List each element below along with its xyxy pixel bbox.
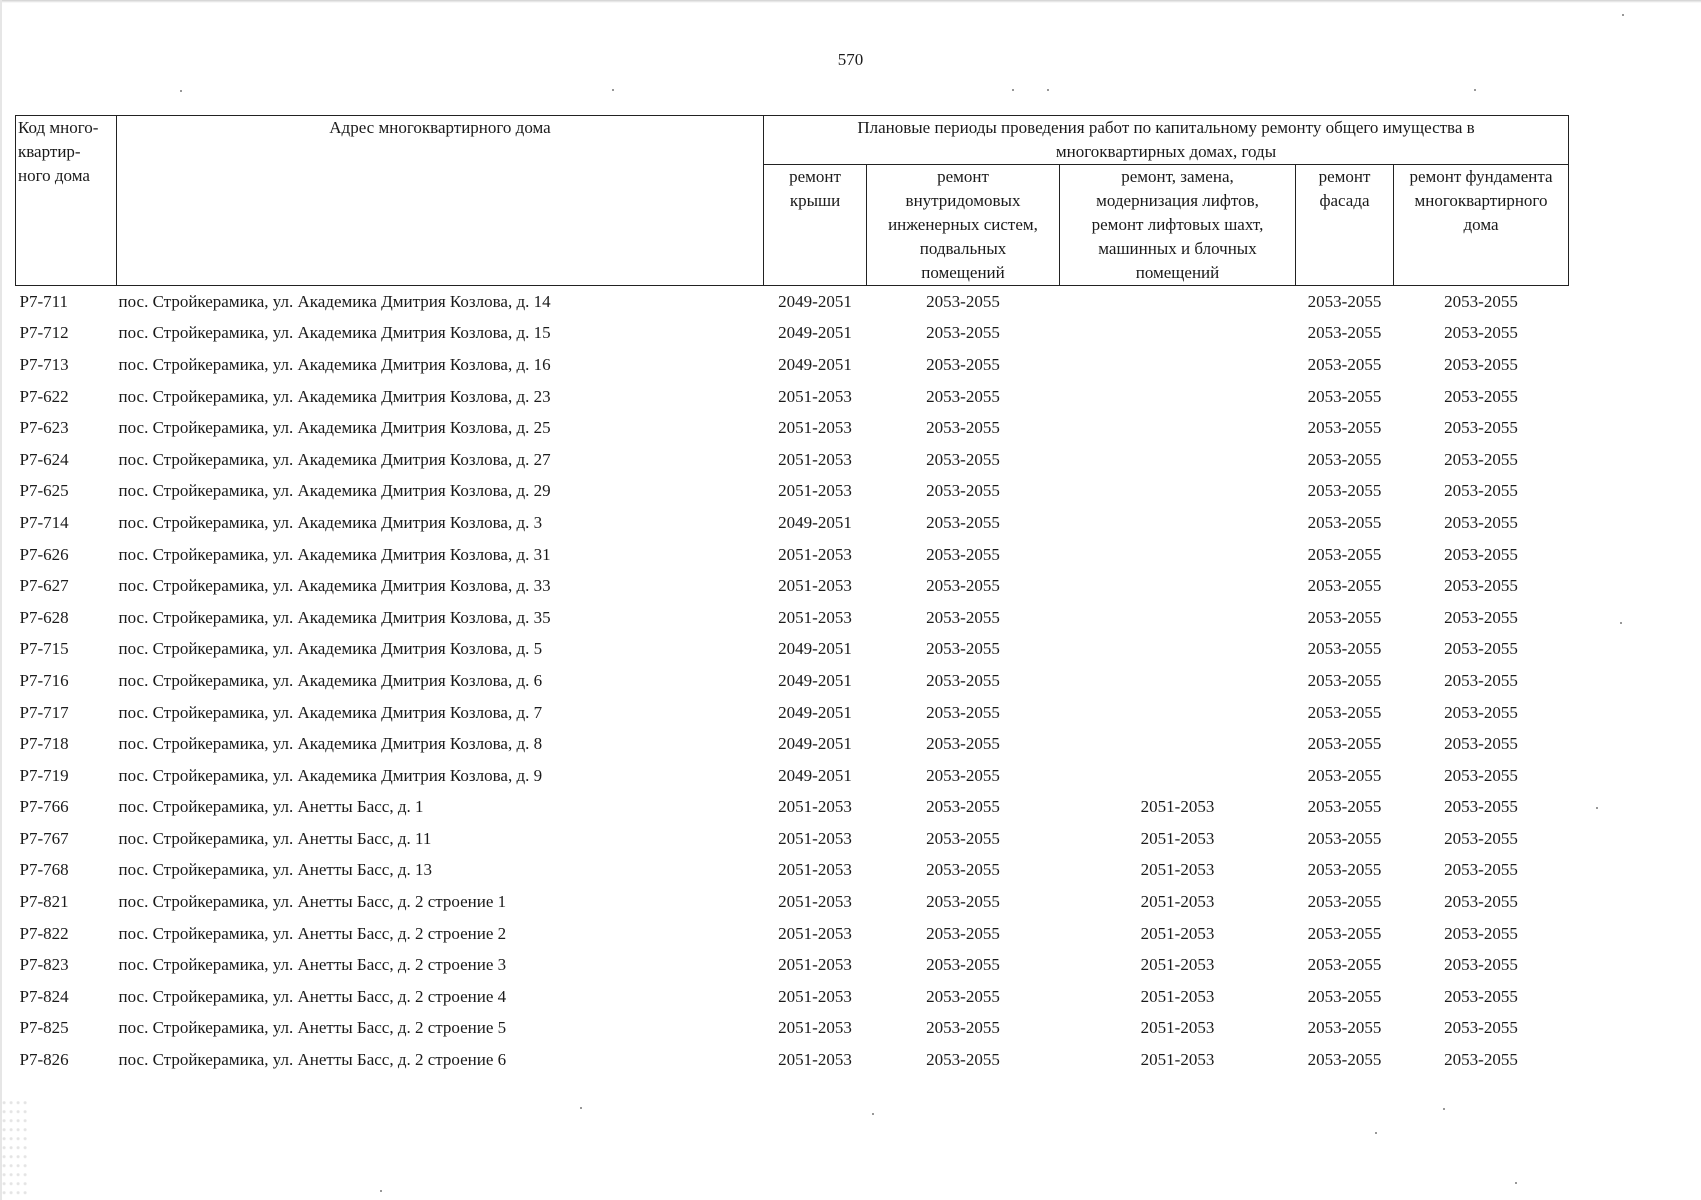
house-code: Р7-627 (19, 576, 69, 596)
house-address: пос. Стройкерамика, ул. Анетты Басс, д. 11 (118, 828, 432, 848)
lift-repair-period: 2051-2053 (1140, 797, 1215, 817)
table-row (16, 949, 1569, 981)
scan-edge (0, 0, 2, 1200)
header-lifts: ремонт, замена, модернизация лифтов, ремонт лифтовых шахт, машинных и блочных помещений (1060, 165, 1296, 286)
systems-repair-period: 2053-2055 (926, 291, 1000, 311)
facade-repair-period: 2053-2055 (1307, 892, 1382, 912)
scan-speck (872, 1113, 874, 1115)
house-address: пос. Стройкерамика, ул. Анетты Басс, д. 13 (118, 860, 432, 880)
foundation-repair-period: 2053-2055 (1444, 923, 1518, 943)
roof-repair-period: 2051-2053 (778, 544, 852, 564)
lift-repair-period (1060, 476, 1296, 508)
foundation-repair-period: 2053-2055 (1444, 986, 1518, 1006)
lift-repair-period (1060, 286, 1296, 318)
systems-repair-period: 2053-2055 (926, 639, 1000, 659)
house-address: пос. Стройкерамика, ул. Анетты Басс, д. 2 строение 3 (118, 955, 507, 975)
roof-repair-period: 2051-2053 (778, 1018, 852, 1038)
roof-repair-period: 2051-2053 (778, 892, 852, 912)
foundation-repair-period: 2053-2055 (1444, 639, 1518, 659)
foundation-repair-period: 2053-2055 (1444, 670, 1518, 690)
systems-repair-period: 2053-2055 (926, 512, 1000, 532)
house-code: Р7-822 (19, 923, 69, 943)
lift-repair-period: 2051-2053 (1140, 860, 1215, 880)
foundation-repair-period: 2053-2055 (1444, 449, 1518, 469)
facade-repair-period: 2053-2055 (1307, 544, 1382, 564)
facade-repair-period: 2053-2055 (1307, 323, 1382, 343)
systems-repair-period: 2053-2055 (926, 576, 1000, 596)
table-row (16, 476, 1569, 508)
house-code: Р7-715 (19, 639, 69, 659)
foundation-repair-period: 2053-2055 (1444, 828, 1518, 848)
roof-repair-period: 2051-2053 (778, 986, 852, 1006)
scan-edge (0, 0, 1701, 3)
systems-repair-period: 2053-2055 (926, 323, 1000, 343)
table-row (16, 792, 1569, 824)
table-row (16, 855, 1569, 887)
lift-repair-period (1060, 318, 1296, 350)
systems-repair-period: 2053-2055 (926, 607, 1000, 627)
lift-repair-period (1060, 602, 1296, 634)
roof-repair-period: 2049-2051 (778, 734, 852, 754)
table-row (16, 665, 1569, 697)
systems-repair-period: 2053-2055 (926, 544, 1000, 564)
table-header (16, 116, 1569, 286)
facade-repair-period: 2053-2055 (1307, 576, 1382, 596)
scan-speck (1375, 1132, 1377, 1134)
roof-repair-period: 2051-2053 (778, 797, 852, 817)
table-row (16, 1013, 1569, 1045)
foundation-repair-period: 2053-2055 (1444, 544, 1518, 564)
facade-repair-period: 2053-2055 (1307, 291, 1382, 311)
scan-speck (1047, 89, 1049, 91)
house-address: пос. Стройкерамика, ул. Академика Дмитрия Козлова, д. 23 (118, 386, 551, 406)
roof-repair-period: 2051-2053 (778, 481, 852, 501)
scan-speck (1515, 1182, 1517, 1184)
roof-repair-period: 2049-2051 (778, 512, 852, 532)
facade-repair-period: 2053-2055 (1307, 670, 1382, 690)
roof-repair-period: 2051-2053 (778, 923, 852, 943)
systems-repair-period: 2053-2055 (926, 354, 1000, 374)
lift-repair-period (1060, 412, 1296, 444)
lift-repair-period (1060, 634, 1296, 666)
systems-repair-period: 2053-2055 (926, 828, 1000, 848)
house-code: Р7-714 (19, 512, 69, 532)
table-row (16, 318, 1569, 350)
house-address: пос. Стройкерамика, ул. Академика Дмитрия Козлова, д. 15 (118, 323, 551, 343)
house-code: Р7-821 (19, 892, 69, 912)
house-code: Р7-711 (19, 291, 68, 311)
facade-repair-period: 2053-2055 (1307, 449, 1382, 469)
foundation-repair-period: 2053-2055 (1444, 386, 1518, 406)
scan-speck (580, 1107, 582, 1109)
facade-repair-period: 2053-2055 (1307, 386, 1382, 406)
house-code: Р7-825 (19, 1018, 69, 1038)
facade-repair-period: 2053-2055 (1307, 955, 1382, 975)
header-systems: ремонт внутридомовых инженерных систем, подвальных помещений (867, 165, 1060, 286)
table-body (16, 286, 1569, 1076)
lift-repair-period (1060, 539, 1296, 571)
house-code: Р7-826 (19, 1050, 69, 1070)
foundation-repair-period: 2053-2055 (1444, 860, 1518, 880)
systems-repair-period: 2053-2055 (926, 955, 1000, 975)
systems-repair-period: 2053-2055 (926, 418, 1000, 438)
house-address: пос. Стройкерамика, ул. Академика Дмитрия Козлова, д. 5 (118, 639, 543, 659)
foundation-repair-period: 2053-2055 (1444, 354, 1518, 374)
foundation-repair-period: 2053-2055 (1444, 765, 1518, 785)
lift-repair-period: 2051-2053 (1140, 986, 1215, 1006)
roof-repair-period: 2051-2053 (778, 955, 852, 975)
lift-repair-period (1060, 507, 1296, 539)
systems-repair-period: 2053-2055 (926, 860, 1000, 880)
facade-repair-period: 2053-2055 (1307, 607, 1382, 627)
scan-speck (1596, 807, 1598, 809)
lift-repair-period (1060, 728, 1296, 760)
facade-repair-period: 2053-2055 (1307, 481, 1382, 501)
roof-repair-period: 2051-2053 (778, 860, 852, 880)
roof-repair-period: 2049-2051 (778, 354, 852, 374)
lift-repair-period: 2051-2053 (1140, 923, 1215, 943)
facade-repair-period: 2053-2055 (1307, 828, 1382, 848)
foundation-repair-period: 2053-2055 (1444, 1050, 1518, 1070)
facade-repair-period: 2053-2055 (1307, 734, 1382, 754)
lift-repair-period (1060, 697, 1296, 729)
house-address: пос. Стройкерамика, ул. Академика Дмитрия Козлова, д. 25 (118, 418, 551, 438)
lift-repair-period (1060, 570, 1296, 602)
foundation-repair-period: 2053-2055 (1444, 607, 1518, 627)
house-code: Р7-717 (19, 702, 69, 722)
table-row (16, 539, 1569, 571)
foundation-repair-period: 2053-2055 (1444, 955, 1518, 975)
systems-repair-period: 2053-2055 (926, 449, 1000, 469)
roof-repair-period: 2051-2053 (778, 386, 852, 406)
facade-repair-period: 2053-2055 (1307, 923, 1382, 943)
lift-repair-period (1060, 349, 1296, 381)
roof-repair-period: 2051-2053 (778, 449, 852, 469)
house-code: Р7-628 (19, 607, 69, 627)
facade-repair-period: 2053-2055 (1307, 1050, 1382, 1070)
scan-speck (1622, 14, 1624, 16)
lift-repair-period (1060, 760, 1296, 792)
systems-repair-period: 2053-2055 (926, 923, 1000, 943)
house-address: пос. Стройкерамика, ул. Академика Дмитрия Козлова, д. 33 (118, 576, 551, 596)
house-code: Р7-626 (19, 544, 69, 564)
foundation-repair-period: 2053-2055 (1444, 1018, 1518, 1038)
table-row (16, 918, 1569, 950)
lift-repair-period: 2051-2053 (1140, 828, 1215, 848)
house-address: пос. Стройкерамика, ул. Академика Дмитрия Козлова, д. 7 (118, 702, 543, 722)
roof-repair-period: 2051-2053 (778, 828, 852, 848)
table-row (16, 444, 1569, 476)
foundation-repair-period: 2053-2055 (1444, 797, 1518, 817)
systems-repair-period: 2053-2055 (926, 670, 1000, 690)
facade-repair-period: 2053-2055 (1307, 986, 1382, 1006)
foundation-repair-period: 2053-2055 (1444, 481, 1518, 501)
table-row (16, 760, 1569, 792)
table-row (16, 381, 1569, 413)
house-code: Р7-625 (19, 481, 69, 501)
house-address: пос. Стройкерамика, ул. Анетты Басс, д. 2 строение 6 (118, 1050, 507, 1070)
house-code: Р7-716 (19, 670, 69, 690)
page-number: 570 (837, 50, 864, 69)
scan-speck (1620, 622, 1622, 624)
lift-repair-period (1060, 381, 1296, 413)
house-code: Р7-623 (19, 418, 69, 438)
house-address: пос. Стройкерамика, ул. Академика Дмитрия Козлова, д. 35 (118, 607, 551, 627)
lift-repair-period: 2051-2053 (1140, 892, 1215, 912)
scan-noise (2, 1100, 30, 1195)
house-address: пос. Стройкерамика, ул. Академика Дмитрия Козлова, д. 31 (118, 544, 551, 564)
house-address: пос. Стройкерамика, ул. Анетты Басс, д. 2 строение 1 (118, 892, 507, 912)
house-address: пос. Стройкерамика, ул. Анетты Басс, д. 2 строение 5 (118, 1018, 507, 1038)
facade-repair-period: 2053-2055 (1307, 797, 1382, 817)
facade-repair-period: 2053-2055 (1307, 765, 1382, 785)
table-row (16, 602, 1569, 634)
foundation-repair-period: 2053-2055 (1444, 892, 1518, 912)
house-address: пос. Стройкерамика, ул. Академика Дмитрия Козлова, д. 8 (118, 734, 543, 754)
house-code: Р7-712 (19, 323, 69, 343)
table-row (16, 728, 1569, 760)
systems-repair-period: 2053-2055 (926, 892, 1000, 912)
house-address: пос. Стройкерамика, ул. Академика Дмитрия Козлова, д. 6 (118, 670, 543, 690)
table-row (16, 697, 1569, 729)
table-row (16, 349, 1569, 381)
house-address: пос. Стройкерамика, ул. Академика Дмитрия Козлова, д. 27 (118, 449, 551, 469)
house-address: пос. Стройкерамика, ул. Анетты Басс, д. 1 (118, 797, 424, 817)
house-address: пос. Стройкерамика, ул. Академика Дмитрия Козлова, д. 3 (118, 512, 543, 532)
table-row (16, 981, 1569, 1013)
foundation-repair-period: 2053-2055 (1444, 702, 1518, 722)
house-code: Р7-719 (19, 765, 69, 785)
capital-repair-table (15, 115, 1569, 1076)
house-code: Р7-768 (19, 860, 69, 880)
table-row (16, 886, 1569, 918)
header-roof: ремонт крыши (764, 165, 867, 286)
table-row (16, 823, 1569, 855)
lift-repair-period: 2051-2053 (1140, 955, 1215, 975)
facade-repair-period: 2053-2055 (1307, 418, 1382, 438)
facade-repair-period: 2053-2055 (1307, 1018, 1382, 1038)
house-code: Р7-622 (19, 386, 69, 406)
table-row (16, 1044, 1569, 1076)
systems-repair-period: 2053-2055 (926, 481, 1000, 501)
header-code: Код много- квартир- ного дома (16, 116, 117, 286)
facade-repair-period: 2053-2055 (1307, 512, 1382, 532)
foundation-repair-period: 2053-2055 (1444, 576, 1518, 596)
header-facade: ремонт фасада (1296, 165, 1394, 286)
systems-repair-period: 2053-2055 (926, 765, 1000, 785)
systems-repair-period: 2053-2055 (926, 1050, 1000, 1070)
header-foundation: ремонт фундамента многоквартирного дома (1394, 165, 1569, 286)
house-address: пос. Стройкерамика, ул. Академика Дмитрия Козлова, д. 9 (118, 765, 543, 785)
scan-speck (180, 90, 182, 92)
systems-repair-period: 2053-2055 (926, 734, 1000, 754)
roof-repair-period: 2049-2051 (778, 702, 852, 722)
scan-speck (380, 1190, 382, 1192)
roof-repair-period: 2051-2053 (778, 1050, 852, 1070)
facade-repair-period: 2053-2055 (1307, 639, 1382, 659)
table-row (16, 286, 1569, 318)
foundation-repair-period: 2053-2055 (1444, 734, 1518, 754)
roof-repair-period: 2049-2051 (778, 323, 852, 343)
lift-repair-period (1060, 444, 1296, 476)
house-address: пос. Стройкерамика, ул. Академика Дмитрия Козлова, д. 29 (118, 481, 551, 501)
roof-repair-period: 2051-2053 (778, 607, 852, 627)
house-address: пос. Стройкерамика, ул. Академика Дмитрия Козлова, д. 14 (118, 291, 551, 311)
house-code: Р7-766 (19, 797, 69, 817)
systems-repair-period: 2053-2055 (926, 386, 1000, 406)
scan-speck (612, 89, 614, 91)
facade-repair-period: 2053-2055 (1307, 354, 1382, 374)
facade-repair-period: 2053-2055 (1307, 860, 1382, 880)
house-code: Р7-713 (19, 354, 69, 374)
foundation-repair-period: 2053-2055 (1444, 323, 1518, 343)
systems-repair-period: 2053-2055 (926, 702, 1000, 722)
house-code: Р7-767 (19, 828, 69, 848)
table-row (16, 570, 1569, 602)
header-address: Адрес многоквартирного дома (117, 116, 764, 286)
systems-repair-period: 2053-2055 (926, 986, 1000, 1006)
house-code: Р7-824 (19, 986, 69, 1006)
roof-repair-period: 2051-2053 (778, 418, 852, 438)
foundation-repair-period: 2053-2055 (1444, 291, 1518, 311)
scan-speck (1474, 89, 1476, 91)
house-address: пос. Стройкерамика, ул. Анетты Басс, д. 2 строение 2 (118, 923, 507, 943)
scan-speck (1443, 1108, 1445, 1110)
systems-repair-period: 2053-2055 (926, 797, 1000, 817)
roof-repair-period: 2049-2051 (778, 291, 852, 311)
table-row (16, 412, 1569, 444)
header-periods: Плановые периоды проведения работ по капитальному ремонту общего имущества в многоквартирных домах, годы (764, 116, 1569, 165)
house-code: Р7-823 (19, 955, 69, 975)
foundation-repair-period: 2053-2055 (1444, 418, 1518, 438)
lift-repair-period (1060, 665, 1296, 697)
lift-repair-period: 2051-2053 (1140, 1018, 1215, 1038)
scan-speck (1012, 89, 1014, 91)
roof-repair-period: 2049-2051 (778, 670, 852, 690)
table-row (16, 634, 1569, 666)
house-code: Р7-624 (19, 449, 69, 469)
house-code: Р7-718 (19, 734, 69, 754)
lift-repair-period: 2051-2053 (1140, 1050, 1215, 1070)
house-address: пос. Стройкерамика, ул. Академика Дмитрия Козлова, д. 16 (118, 354, 551, 374)
house-address: пос. Стройкерамика, ул. Анетты Басс, д. 2 строение 4 (118, 986, 507, 1006)
roof-repair-period: 2049-2051 (778, 765, 852, 785)
roof-repair-period: 2051-2053 (778, 576, 852, 596)
table-row (16, 507, 1569, 539)
roof-repair-period: 2049-2051 (778, 639, 852, 659)
systems-repair-period: 2053-2055 (926, 1018, 1000, 1038)
foundation-repair-period: 2053-2055 (1444, 512, 1518, 532)
facade-repair-period: 2053-2055 (1307, 702, 1382, 722)
